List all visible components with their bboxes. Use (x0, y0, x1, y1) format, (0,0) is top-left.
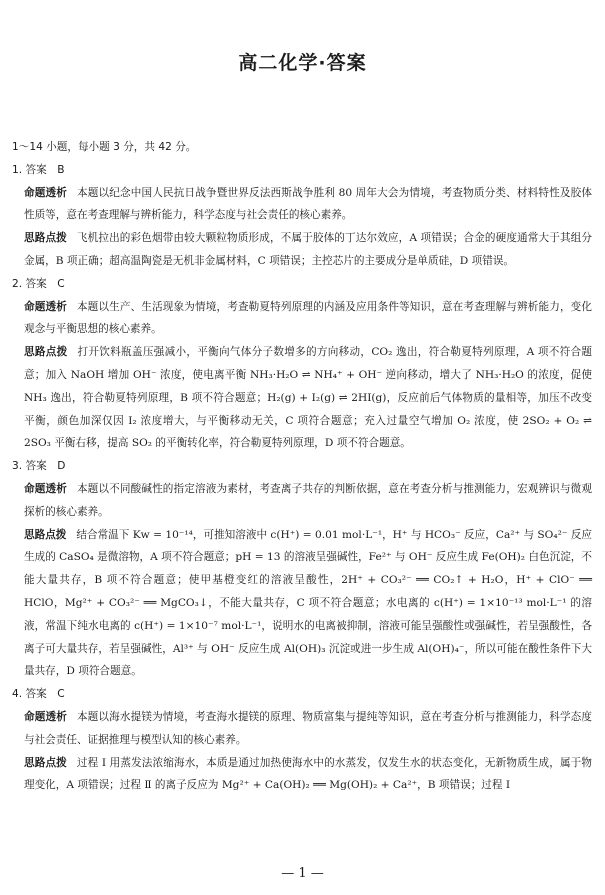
q1-analysis-text: 本题以纪念中国人民抗日战争暨世界反法西斯战争胜利 80 周年大会为情境，考查物质分类、材料特性及胶体性质等，意在考查理解与辨析能力，科学态度与社会责任的核心素养。 (24, 186, 592, 222)
q2-hint-text: 打开饮料瓶盖压强减小，平衡向气体分子数增多的方向移动，CO₂ 逸出，符合勒夏特列原理，A 项不符合题意；加入 NaOH 增加 OH⁻ 浓度，使电离平衡 NH₃·H₂O ⇌ NH₄⁺ + OH⁻ 逆向移动，增大了 NH₃·H₂O 的浓度，促使 NH₃ 逸出，符合勒夏特列原理，B 项不符合题意；H₂(g) + I₂(g) ⇌ 2HI(g)，反应前后气体物质的量相等，加压不改变平衡，颜色加深仅因 I₂ 浓度增大，与平衡移动无关，C 项符合题意；充入过量空气增加 O₂ 浓度，使 2SO₂ + O₂ ⇌ 2SO₃ 平衡右移，提高 SO₂ 的平衡转化率，符合勒夏特列原理，D 项不符合题意。 (24, 346, 593, 450)
page-title: 高二化学·答案 (238, 52, 367, 74)
q3-answer-head: 3. 答案 D (12, 460, 66, 473)
q1-analysis (12, 182, 592, 228)
hint-label: 思路点拨 (24, 756, 67, 769)
q2-analysis-text: 本题以生产、生活现象为情境，考查勒夏特列原理的内涵及应用条件等知识，意在考查理解与辨析能力，变化观念与平衡思想的核心素养。 (24, 300, 592, 336)
q1-answer-head: 1. 答案 B (12, 163, 65, 176)
analysis-label: 命题透析 (24, 300, 67, 313)
analysis-label: 命题透析 (24, 482, 67, 495)
q3-analysis (12, 478, 592, 524)
hint-label: 思路点拨 (24, 528, 67, 541)
summary-line: 1～14 小题，每小题 3 分，共 42 分。 (12, 141, 197, 153)
q2-hint (12, 341, 592, 455)
answer-content (12, 136, 592, 797)
q4-hint (12, 752, 592, 798)
q3-analysis-text: 本题以不同酸碱性的指定溶液为素材，考查离子共存的判断依据，意在考查分析与推测能力，宏观辨识与微观探析的核心素养。 (24, 482, 592, 518)
hint-label: 思路点拨 (24, 232, 67, 245)
analysis-label: 命题透析 (24, 710, 67, 723)
q4-analysis (12, 706, 592, 752)
q3-hint (12, 524, 592, 684)
hint-label: 思路点拨 (24, 346, 68, 359)
q1-hint-text: 飞机拉出的彩色烟带由较大颗粒物质形成，不属于胶体的丁达尔效应，A 项错误；合金的硬度通常大于其组分金属，B 项正确；超高温陶瓷是无机非金属材料，C 项错误；主控芯片的主要成分是单质硅，D 项错误。 (24, 232, 593, 267)
analysis-label: 命题透析 (24, 186, 68, 199)
q4-analysis-text: 本题以海水提镁为情境，考查海水提镁的原理、物质富集与提纯等知识，意在考查分析与推测能力，科学态度与社会责任、证据推理与模型认知的核心素养。 (24, 710, 592, 746)
q4-hint-text: 过程 Ⅰ 用蒸发法浓缩海水，本质是通过加热使海水中的水蒸发，仅发生水的状态变化，无新物质生成，属于物理变化，A 项错误；过程 Ⅱ 的离子反应为 Mg²⁺ + Ca(OH)₂ ══ Mg(OH)₂ + Ca²⁺，B 项错误；过程 Ⅰ (24, 756, 592, 792)
q2-analysis (12, 296, 592, 342)
q2-answer-head: 2. 答案 C (12, 277, 65, 290)
q3-hint-text: 结合常温下 Kw = 10⁻¹⁴，可推知溶液中 c(H⁺) = 0.01 mol·L⁻¹，H⁺ 与 HCO₃⁻ 反应，Ca²⁺ 与 SO₄²⁻ 反应生成的 CaSO₄ 是微溶物，A 项不符合题意；pH = 13 的溶液呈强碱性，Fe²⁺ 与 OH⁻ 反应生成 Fe(OH)₂ 白色沉淀，不能大量共存，B 项不符合题意；使甲基橙变红的溶液呈酸性，2H⁺ + CO₃²⁻ ══ CO₂↑ + H₂O，H⁺ + ClO⁻ ══ HClO，Mg²⁺ + CO₃²⁻ ══ MgCO₃↓，不能大量共存，C 项不符合题意；水电离的 c(H⁺) = 1×10⁻¹³ mol·L⁻¹ 的溶液，常温下纯水电离的 c(H⁺) = 1×10⁻⁷ mol·L⁻¹，说明水的电离被抑制，溶液可能呈强酸性或强碱性，若呈强酸性，各离子可大量共存，若呈强碱性，Al³⁺ 与 OH⁻ 反应生成 Al(OH)₃ 沉淀或进一步生成 Al(OH)₄⁻，所以可能在酸性条件下大量共存，D 项符合题意。 (24, 528, 593, 678)
page-number: — 1 — (281, 866, 324, 881)
q4-answer-head: 4. 答案 C (12, 688, 65, 701)
q1-hint (12, 227, 592, 273)
